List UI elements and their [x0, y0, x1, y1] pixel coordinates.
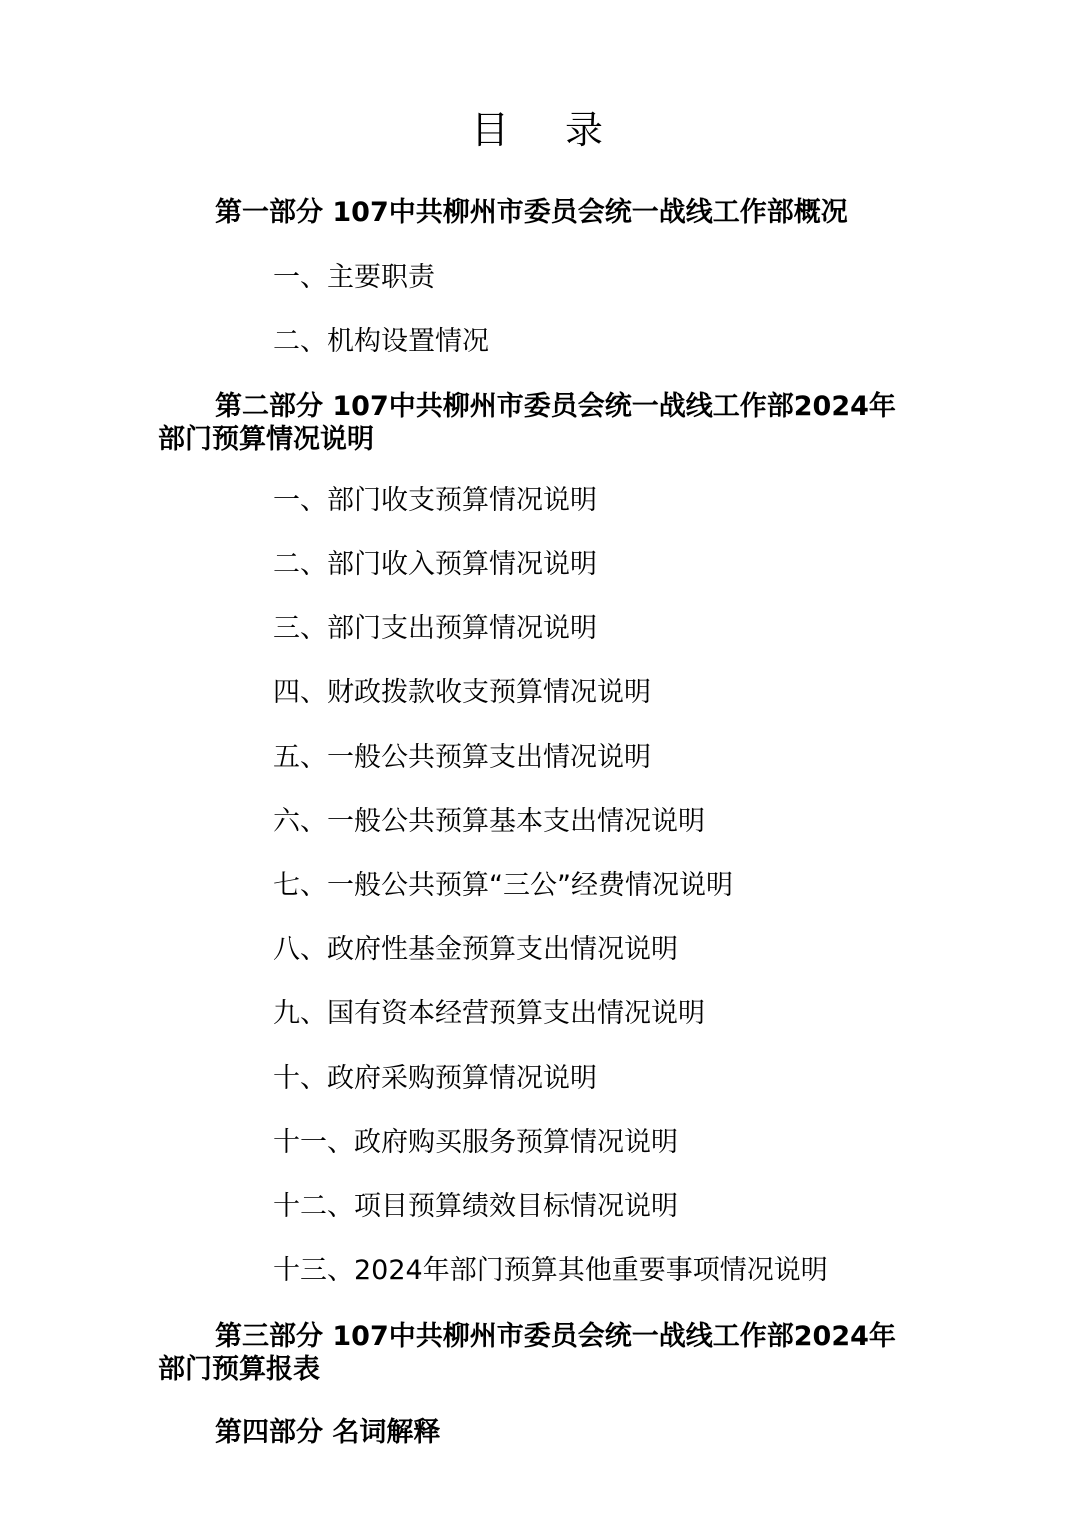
toc-item[interactable]: 八、政府性基金预算支出情况说明 [273, 934, 678, 965]
toc-item[interactable]: 五、一般公共预算支出情况说明 [273, 742, 651, 773]
toc-item[interactable]: 一、主要职责 [273, 262, 435, 293]
toc-item[interactable]: 一、部门收支预算情况说明 [273, 485, 597, 516]
toc-item[interactable]: 十二、项目预算绩效目标情况说明 [273, 1191, 678, 1222]
toc-item[interactable]: 七、一般公共预算“三公”经费情况说明 [273, 870, 733, 901]
toc-section-heading[interactable]: 第三部分 107中共柳州市委员会统一战线工作部2024年部门预算报表 [158, 1321, 896, 1385]
toc-item[interactable]: 六、一般公共预算基本支出情况说明 [273, 806, 705, 837]
toc-section-heading[interactable]: 第一部分 107中共柳州市委员会统一战线工作部概况 [215, 197, 848, 228]
toc-item[interactable]: 三、部门支出预算情况说明 [273, 613, 597, 644]
toc-item[interactable]: 九、国有资本经营预算支出情况说明 [273, 998, 705, 1029]
toc-item[interactable]: 二、部门收入预算情况说明 [273, 549, 597, 580]
toc-section-heading[interactable]: 第四部分 名词解释 [215, 1417, 441, 1448]
toc-item[interactable]: 十三、2024年部门预算其他重要事项情况说明 [273, 1255, 828, 1286]
toc-item[interactable]: 四、财政拨款收支预算情况说明 [273, 677, 651, 708]
toc-section-heading[interactable]: 第二部分 107中共柳州市委员会统一战线工作部2024年部门预算情况说明 [158, 391, 896, 455]
toc-item[interactable]: 二、机构设置情况 [273, 326, 489, 357]
page-title: 目 录 [470, 108, 626, 152]
toc-item[interactable]: 十、政府采购预算情况说明 [273, 1063, 597, 1094]
toc-item[interactable]: 十一、政府购买服务预算情况说明 [273, 1127, 678, 1158]
